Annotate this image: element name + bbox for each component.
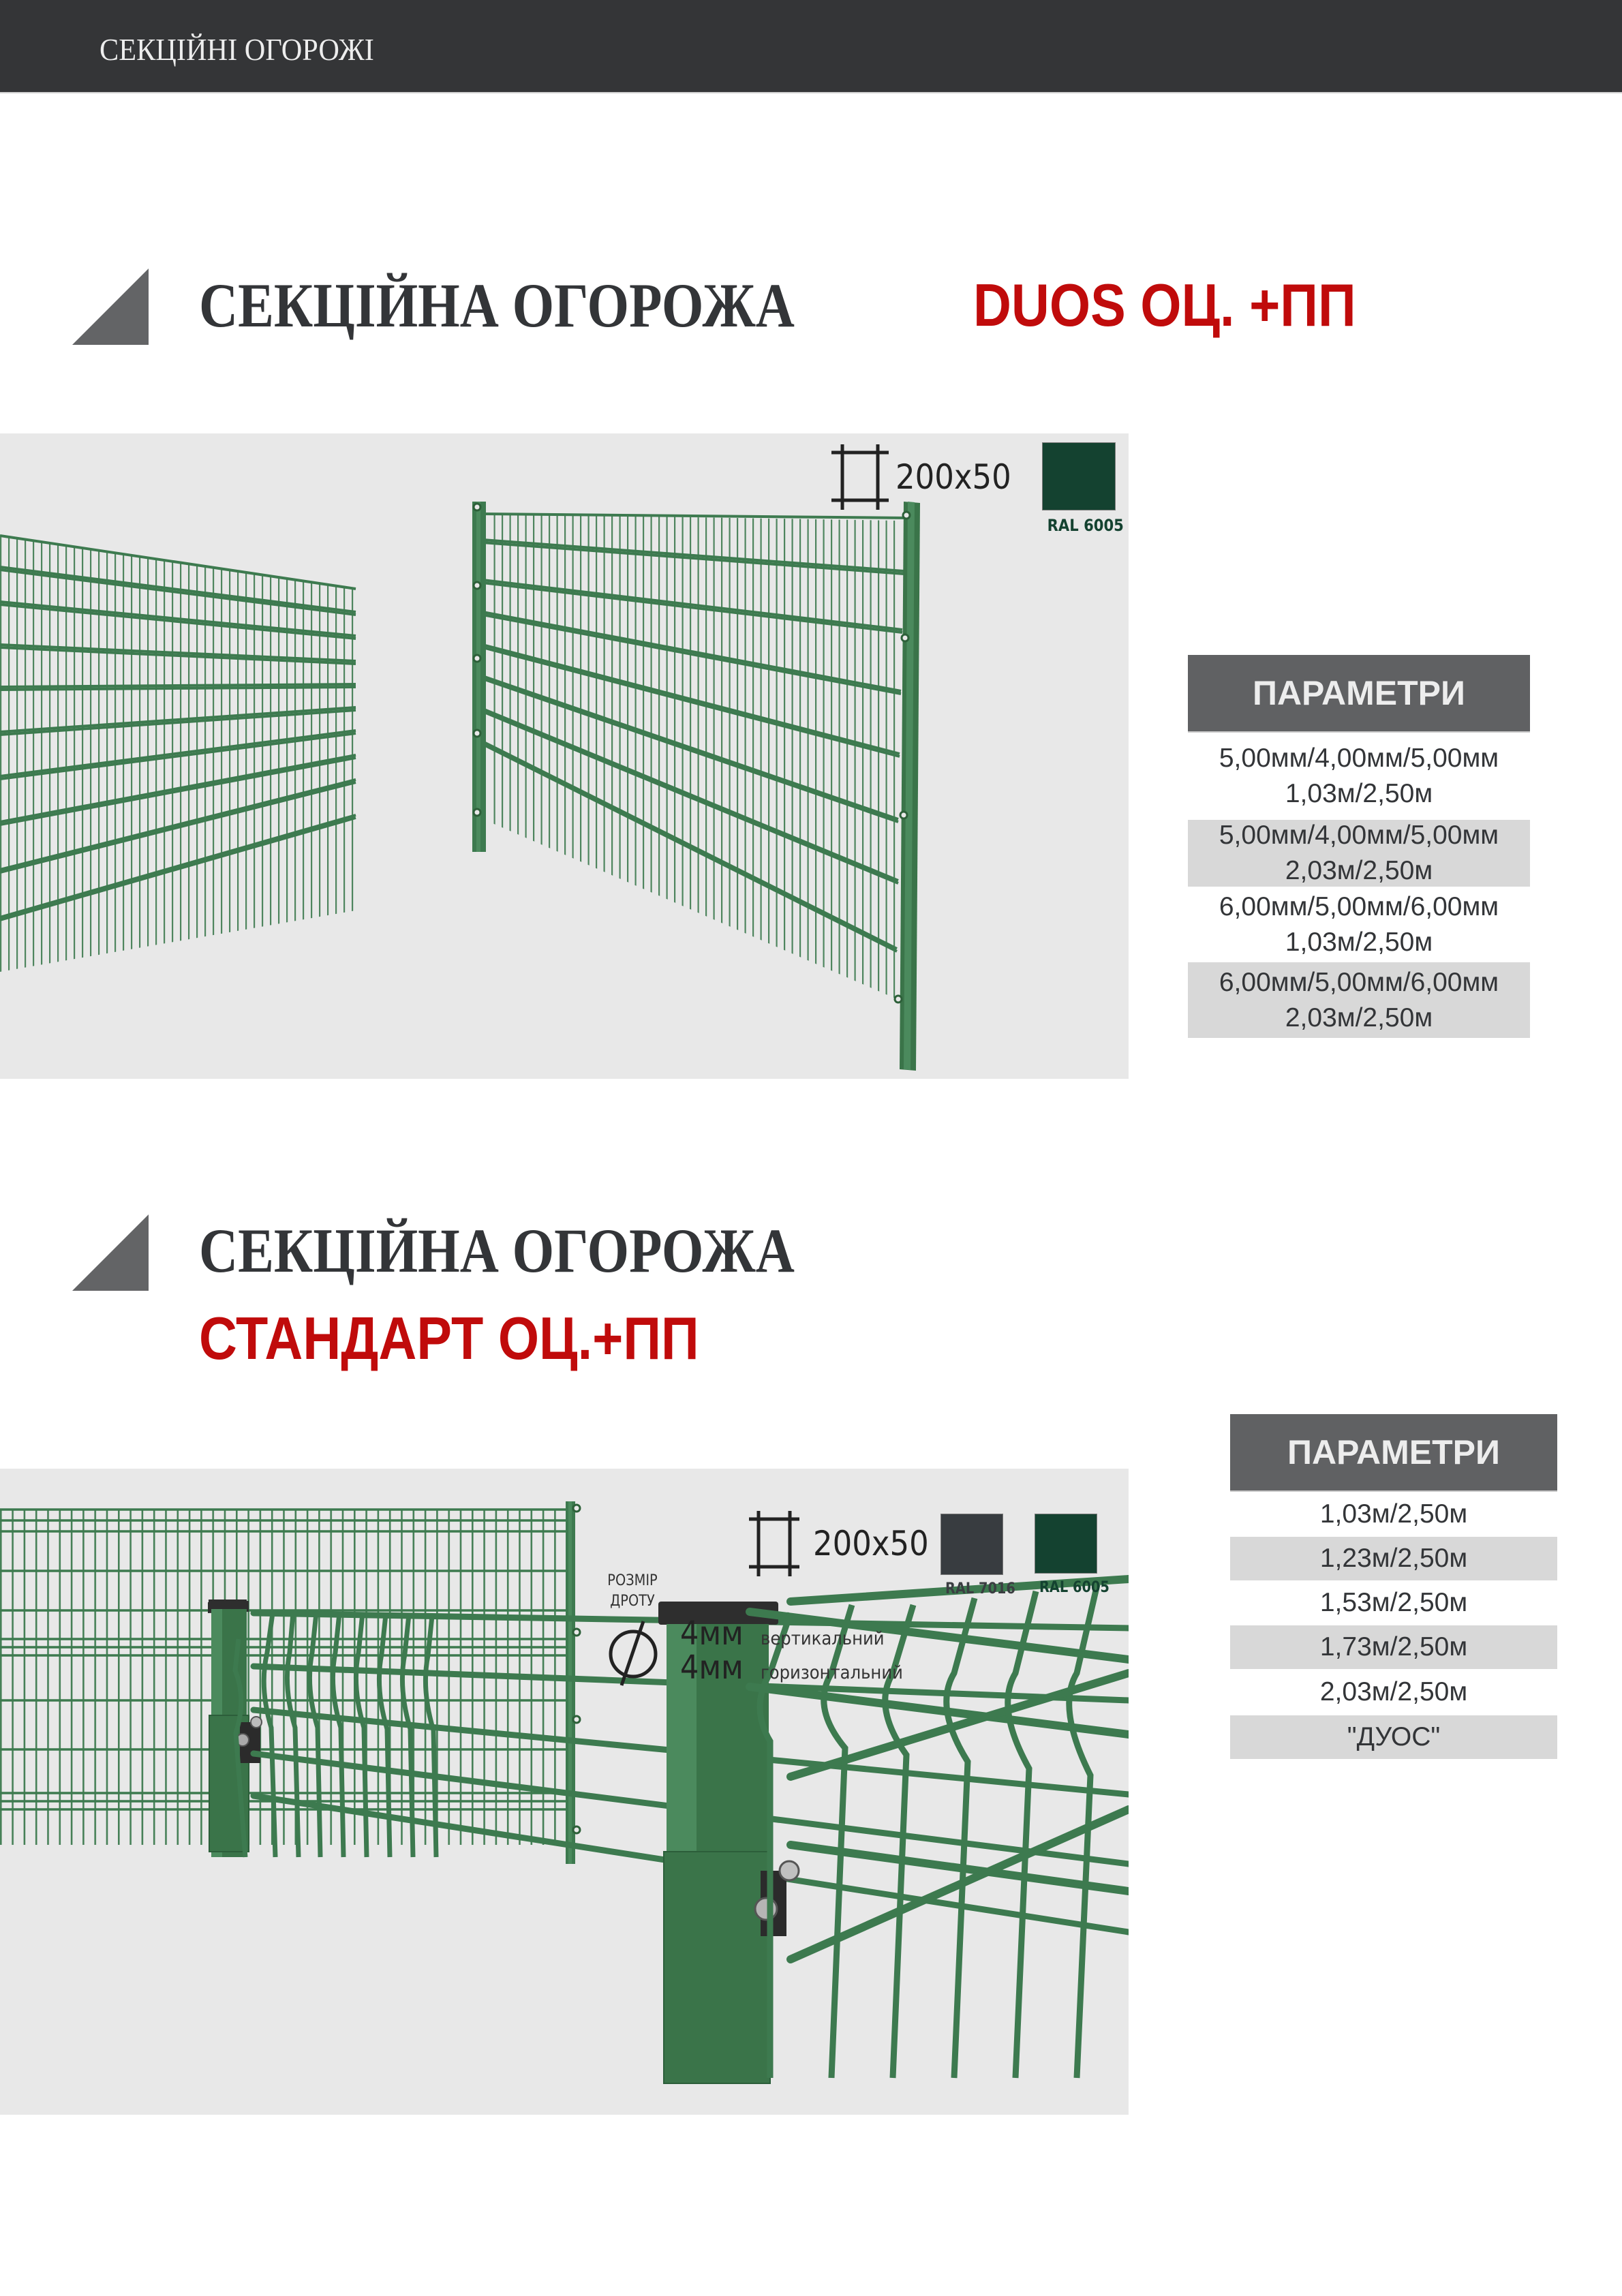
wire-size-info xyxy=(592,1571,946,1700)
mesh-cell-icon xyxy=(748,1510,809,1578)
section-1-params-table xyxy=(1188,655,1530,1038)
wire-size-title-line2: ДРОТУ xyxy=(610,1592,655,1610)
color-swatch-code: RAL 7016 xyxy=(945,1580,1015,1597)
color-swatch-code: RAL 6005 xyxy=(1039,1579,1110,1596)
section-2-product-image xyxy=(0,1469,1129,2115)
params-row-value: 1,03м/2,50м xyxy=(1319,1499,1468,1529)
wire-direction-label: горизонтальний xyxy=(761,1662,903,1683)
params-row-line2: 1,03м/2,50м xyxy=(1285,779,1433,808)
params-row-line2: 2,03м/2,50м xyxy=(1285,1002,1433,1032)
section-1-title-accent: DUOS ОЦ. +ПП xyxy=(973,271,1356,339)
params-row-value: 2,03м/2,50м xyxy=(1319,1677,1468,1707)
params-row-line1: 5,00мм/4,00мм/5,00мм xyxy=(1219,744,1499,774)
section-1-product-image xyxy=(0,433,1129,1079)
params-row xyxy=(1230,1715,1557,1759)
diameter-icon xyxy=(602,1619,664,1687)
params-row-line2: 2,03м/2,50м xyxy=(1285,856,1433,885)
color-swatch-ral-7016 xyxy=(940,1514,1020,1597)
section-1-title: СЕКЦІЙНА ОГОРОЖА xyxy=(199,271,795,340)
mesh-size-label xyxy=(830,443,1024,511)
mesh-size-value: 200x50 xyxy=(896,457,1011,497)
params-row xyxy=(1230,1625,1557,1669)
params-row xyxy=(1188,962,1530,1038)
color-swatch-box xyxy=(940,1514,1003,1575)
section-2-title: СЕКЦІЙНА ОГОРОЖА xyxy=(199,1216,795,1285)
params-row-value: 1,23м/2,50м xyxy=(1319,1544,1468,1574)
params-row xyxy=(1230,1669,1557,1715)
color-swatch-code: RAL 6005 xyxy=(1047,516,1124,535)
params-row xyxy=(1230,1580,1557,1625)
wire-size-value: 4мм xyxy=(680,1649,744,1687)
wire-row-vertical xyxy=(680,1614,898,1653)
params-row xyxy=(1188,733,1530,820)
params-table-header: ПАРАМЕТРИ xyxy=(1188,655,1530,733)
page-header-title: СЕКЦІЙНІ ОГОРОЖІ xyxy=(100,32,374,67)
params-row-line2: 1,03м/2,50м xyxy=(1285,927,1433,957)
fence-duos-illustration xyxy=(0,433,1129,1079)
wire-size-title-line1: РОЗМІР xyxy=(607,1572,658,1589)
color-swatch-ral-6005 xyxy=(1042,442,1129,535)
mesh-cell-icon xyxy=(830,443,891,511)
mesh-size-value: 200x50 xyxy=(813,1524,929,1563)
color-swatch-box xyxy=(1042,442,1116,510)
params-row-value: "ДУОС" xyxy=(1347,1722,1441,1752)
section-marker-triangle-icon xyxy=(72,269,149,345)
params-row-value: 1,73м/2,50м xyxy=(1319,1632,1468,1662)
page-header xyxy=(0,0,1622,93)
color-swatch-box xyxy=(1035,1514,1097,1574)
section-2-params-table xyxy=(1230,1414,1557,1759)
wire-size-title xyxy=(596,1571,669,1611)
section-2-title-accent: СТАНДАРТ ОЦ.+ПП xyxy=(199,1304,699,1372)
params-row-value: 1,53м/2,50м xyxy=(1319,1588,1468,1618)
params-row xyxy=(1188,887,1530,962)
params-row-line1: 5,00мм/4,00мм/5,00мм xyxy=(1219,821,1499,851)
mesh-size-label xyxy=(748,1510,942,1578)
params-row xyxy=(1230,1537,1557,1580)
section-marker-triangle-icon xyxy=(72,1214,149,1291)
params-row-line1: 6,00мм/5,00мм/6,00мм xyxy=(1219,967,1499,997)
params-row-line1: 6,00мм/5,00мм/6,00мм xyxy=(1219,891,1499,921)
params-row xyxy=(1188,820,1530,887)
params-row xyxy=(1230,1492,1557,1537)
wire-direction-label: вертикальний xyxy=(761,1628,885,1649)
wire-row-horizontal xyxy=(680,1649,919,1687)
wire-size-value: 4мм xyxy=(680,1614,744,1653)
params-table-header: ПАРАМЕТРИ xyxy=(1230,1414,1557,1492)
color-swatch-ral-6005 xyxy=(1035,1514,1114,1596)
